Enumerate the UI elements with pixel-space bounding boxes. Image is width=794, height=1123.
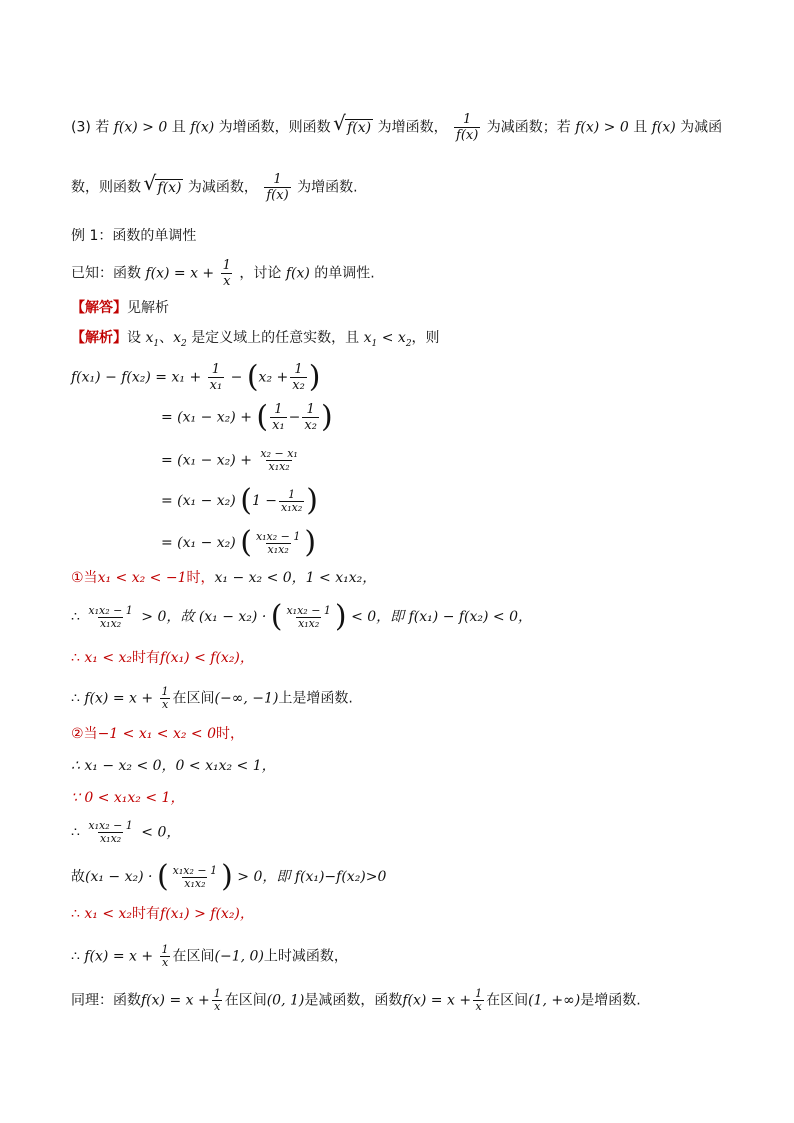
text: 在区间 (486, 992, 529, 1009)
text: 在区间 (224, 992, 267, 1009)
math: x₁ − x₂ < 0，1 < x₁x₂， (214, 570, 377, 586)
case2-line-1 (71, 724, 244, 744)
math: x₂ + (258, 369, 289, 386)
denominator: f(x) (266, 188, 289, 203)
math: f(x) (651, 119, 676, 136)
numerator: 1 (161, 943, 169, 956)
sqrt-body: f(x) (157, 179, 182, 196)
text: ，讨论 (239, 265, 282, 282)
denominator: x₁x₂ (99, 832, 122, 845)
fraction (270, 402, 287, 433)
math: < 0， (141, 824, 181, 841)
paren: ( (240, 483, 252, 518)
text: 为增函数，则函数 (218, 119, 331, 136)
same-reasoning-line (71, 988, 641, 1013)
sqrt (335, 118, 373, 138)
text: 时， (216, 726, 245, 742)
math: f(x) > 0 (575, 119, 629, 136)
paren: ( (270, 599, 283, 634)
text: 且 (171, 119, 186, 136)
numerator: x₂ − x₁ (260, 447, 298, 460)
math: $x_1$ (145, 330, 160, 349)
numerator: 1 (161, 685, 169, 698)
math: (0, 1) (266, 992, 305, 1009)
fraction (171, 865, 219, 890)
derivation-line-3 (161, 448, 302, 473)
paren: ) (304, 525, 317, 560)
math: ∴ (71, 824, 80, 841)
example-known (71, 258, 375, 289)
text: 同理：函数 (71, 992, 141, 1009)
math: f(x) > 0 (113, 119, 168, 136)
math: (x₁ − x₂) · (198, 609, 267, 625)
text: 是定义域上的任意实数，且 (191, 330, 360, 346)
derivation-line-4 (161, 483, 318, 518)
math: ∴ (71, 948, 80, 965)
denominator: x (223, 274, 231, 289)
fraction (264, 172, 290, 203)
math: f(x) = x + (145, 265, 215, 282)
numerator: 1 (274, 402, 283, 417)
example-title: 例 1：函数的单调性 (71, 228, 197, 244)
denominator: x₁x₂ (99, 616, 122, 630)
paren: ( (256, 399, 269, 435)
text: 上时减函数， (263, 948, 348, 965)
math: f(x) = x + (84, 948, 154, 965)
text: 的单调性. (314, 265, 375, 282)
paren: ( (240, 525, 252, 560)
case1-line-4 (71, 686, 353, 711)
math: = (x₁ − x₂) (161, 535, 236, 551)
math: = (x₁ − x₂) + (161, 409, 252, 426)
analysis-label: 【解析】 (71, 330, 127, 346)
math: > 0，故 (141, 609, 195, 625)
text: ，则 (411, 330, 440, 346)
case2-line-6 (71, 904, 254, 924)
paren: ) (334, 599, 347, 634)
text: 在区间 (172, 948, 215, 965)
numerator: 1 (463, 112, 472, 127)
text: 、 (159, 330, 174, 346)
paragraph-3-line-1 (71, 112, 722, 143)
fraction (473, 988, 484, 1013)
math: f(x) = x + (141, 992, 210, 1009)
math: ∴ (71, 690, 80, 707)
denominator: x₁x₂ (298, 616, 320, 630)
denominator: x₁x₂ (281, 500, 303, 514)
math: (x₁ − x₂) · (85, 869, 153, 885)
denominator: x (161, 956, 169, 969)
denominator: x (214, 1000, 221, 1013)
denominator: x₁x₂ (184, 876, 206, 890)
fraction (290, 362, 307, 393)
math: ∴ (71, 609, 80, 625)
denominator: f(x) (456, 128, 479, 143)
fraction (160, 944, 171, 969)
var: x (145, 330, 154, 346)
fraction (254, 531, 302, 556)
numerator: 1 (288, 487, 296, 501)
math: > 0，即 (237, 869, 291, 885)
denominator: x₁x₂ (267, 542, 289, 556)
fraction (258, 448, 299, 473)
math: < 0，即 (351, 609, 405, 625)
paren: ) (320, 399, 333, 435)
math: ∴ (71, 906, 80, 922)
fraction (302, 402, 319, 433)
paren: ) (308, 359, 321, 395)
numerator: 1 (294, 362, 303, 377)
math: (−1, 0) (214, 948, 264, 965)
fraction (208, 362, 225, 393)
text: 为减函 (680, 119, 723, 136)
fraction (454, 112, 480, 143)
math: = (x₁ − x₂) (161, 493, 236, 509)
fraction (279, 489, 304, 514)
denominator: x (161, 698, 169, 711)
text: 为增函数. (297, 179, 358, 196)
case2-line-5 (71, 859, 387, 894)
text: (3) 若 (71, 119, 110, 136)
math: −1 < x₁ < x₂ < 0 (97, 726, 217, 742)
fraction (221, 258, 233, 289)
text: 为增函数， (377, 119, 448, 136)
text: 上是增函数. (278, 690, 353, 707)
text: 在区间 (172, 690, 215, 707)
case1-line-1 (71, 568, 376, 588)
math: f(x₁) > f(x₂)， (160, 906, 254, 922)
numerator: 1 (273, 172, 282, 187)
numerator: x₁x₂ − 1 (255, 529, 301, 543)
denominator: x₁x₂ (268, 460, 290, 473)
math: $x_1 < x_2$ (363, 330, 412, 349)
math: f(x) = x + (84, 690, 154, 707)
fraction (212, 988, 223, 1013)
numerator: 1 (222, 258, 231, 273)
text: 数，则函数 (71, 179, 141, 196)
derivation-line-1 (71, 359, 321, 395)
sqrt-body: f(x) (347, 119, 372, 136)
math: (−∞, −1) (214, 690, 279, 707)
numerator: x₁x₂ − 1 (286, 603, 331, 617)
numerator: 1 (306, 402, 315, 417)
math: x₁ < x₂ (84, 906, 133, 922)
text: 是增函数. (580, 992, 641, 1009)
paragraph-3-line-2 (71, 172, 358, 203)
math: f(x) (190, 119, 215, 136)
derivation-line-5 (161, 525, 317, 560)
denominator: x₁ (209, 378, 223, 393)
paren: ( (156, 859, 169, 894)
math: − (230, 369, 243, 386)
case2-line-2: ∴ x₁ − x₂ < 0，0 < x₁x₂ < 1， (71, 758, 276, 774)
denominator: x₁ (272, 418, 285, 433)
text: 已知：函数 (71, 265, 141, 282)
numerator: x₁x₂ − 1 (88, 819, 133, 832)
math: f(x₁) − f(x₂) < 0， (408, 609, 533, 625)
answer-line (71, 298, 169, 318)
text: ②当 (71, 726, 98, 742)
math: (1, +∞) (528, 992, 581, 1009)
text: 且 (633, 119, 648, 136)
text: ①当 (71, 570, 98, 586)
math: ∴ (71, 650, 80, 666)
paren: ) (306, 483, 318, 518)
text: 为减函数， (187, 179, 258, 196)
numerator: 1 (211, 362, 221, 377)
math: f(x) = x + (402, 992, 472, 1009)
case1-line-2 (71, 599, 533, 634)
case1-line-3 (71, 648, 254, 668)
math: $x_2$ (173, 330, 187, 349)
math: = (x₁ − x₂) + (161, 452, 252, 469)
text: 时有 (132, 650, 161, 666)
math: − (288, 409, 301, 426)
fraction (284, 605, 332, 630)
case2-line-4 (71, 820, 180, 845)
text: 时有 (132, 906, 161, 922)
derivation-line-2 (161, 399, 333, 435)
math: f(x₁)−f(x₂)>0 (294, 869, 387, 885)
answer-label: 【解答】 (71, 300, 127, 316)
text: 故 (71, 869, 85, 885)
math: x₁ < x₂ (84, 650, 133, 666)
case2-line-7 (71, 944, 348, 969)
denominator: x₂ (304, 418, 317, 433)
sqrt (145, 178, 183, 198)
numerator: 1 (475, 987, 483, 1000)
math: 1 − (251, 493, 278, 509)
fraction (160, 686, 171, 711)
denominator: x₂ (292, 378, 305, 393)
denominator: x (475, 1000, 482, 1013)
math: f(x₁) − f(x₂) = x₁ + (71, 369, 202, 386)
text: 为减函数；若 (486, 119, 571, 136)
answer-text: 见解析 (127, 300, 169, 316)
math: f(x₁) < f(x₂)， (160, 650, 254, 666)
text: 设 (127, 330, 141, 346)
analysis-line (71, 328, 440, 354)
fraction (86, 605, 134, 630)
numerator: 1 (213, 987, 221, 1000)
paren: ( (246, 359, 259, 395)
fraction (86, 820, 134, 845)
case2-line-3: ∵ 0 < x₁x₂ < 1， (71, 790, 185, 806)
text: 时， (186, 570, 215, 586)
paren: ) (221, 859, 233, 894)
text: 是减函数，函数 (304, 992, 403, 1009)
math: f(x) (285, 265, 310, 282)
math: x₁ < x₂ < −1 (97, 570, 187, 586)
numerator: x₁x₂ − 1 (88, 603, 133, 617)
numerator: x₁x₂ − 1 (172, 863, 218, 877)
